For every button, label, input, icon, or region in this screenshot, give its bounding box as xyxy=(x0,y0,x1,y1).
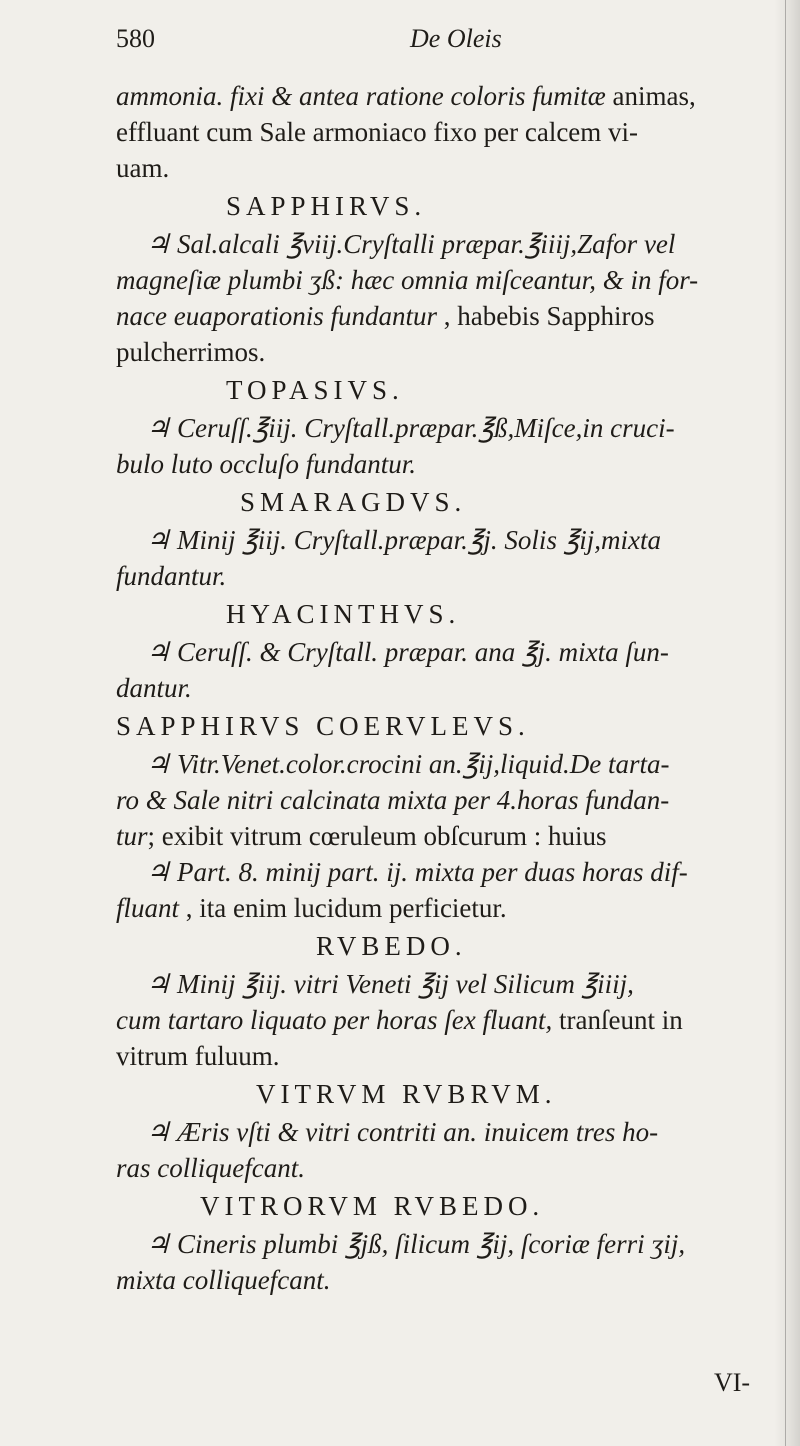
section-heading: VITRORVM RVBEDO. xyxy=(200,1191,545,1221)
section-heading: SAPPHIRVS COERVLEVS. xyxy=(116,711,530,741)
text-line: mixta colliquefcant. xyxy=(116,1265,331,1295)
text-line: ♃ Minij ℥iij. vitri Veneti ℥ij vel Silicum ℥iiij, xyxy=(146,969,634,999)
text-line: bulo luto occluſo fundantur. xyxy=(116,449,416,479)
text-line: ♃ Æris vſti & vitri contriti an. inuicem tres ho- xyxy=(146,1117,659,1147)
text-line: tur; exibit vitrum cœruleum obſcurum : huius xyxy=(116,821,607,851)
section-heading: VITRVM RVBRVM. xyxy=(256,1079,557,1109)
text-line: ♃ Ceruſſ.℥iij. Cryſtall.præpar.℥ß,Miſce,in cruci- xyxy=(146,413,675,443)
catchword: VI- xyxy=(714,1368,751,1397)
text-line: ♃ Minij ℥iij. Cryſtall.præpar.℥j. Solis ℥ij,mixta xyxy=(146,525,662,555)
text-line: dantur. xyxy=(116,673,192,703)
section-heading: HYACINTHVS. xyxy=(226,599,461,629)
page-number: 580 xyxy=(116,24,155,53)
running-title: De Oleis xyxy=(410,24,502,53)
text-line: effluant cum Sale armoniaco fixo per calcem vi- xyxy=(116,117,639,147)
text-line: uam. xyxy=(116,153,170,183)
text-line: ♃ Sal.alcali ℥viij.Cryſtalli præpar.℥iiij,Zafor vel xyxy=(146,229,676,259)
text-line: cum tartaro liquato per horas ſex fluant, tranſeunt in xyxy=(116,1005,683,1035)
section-heading: SMARAGDVS. xyxy=(240,487,467,517)
text-line: ♃ Ceruſſ. & Cryſtall. præpar. ana ℥j. mixta ſun- xyxy=(146,637,669,667)
text-line: ammonia. fixi & antea ratione coloris fumitæ animas, xyxy=(116,81,696,111)
body-text xyxy=(116,78,776,1298)
section-heading: RVBEDO. xyxy=(316,931,467,961)
section-heading: SAPPHIRVS. xyxy=(226,191,427,221)
text-line: ♃ Part. 8. minij part. ij. mixta per duas horas dif- xyxy=(146,857,688,887)
page-header xyxy=(116,24,676,68)
text-line: vitrum fuluum. xyxy=(116,1041,280,1071)
text-line: pulcherrimos. xyxy=(116,337,266,367)
text-line: ♃ Cineris plumbi ℥jß, ſilicum ℥ij, ſcoriæ ferri ʒij, xyxy=(146,1229,686,1259)
text-line: magneſiæ plumbi ʒß: hæc omnia miſceantur, & in for- xyxy=(116,265,699,295)
text-line: fundantur. xyxy=(116,561,227,591)
section-heading: TOPASIVS. xyxy=(226,375,404,405)
text-line: fluant , ita enim lucidum perficietur. xyxy=(116,893,507,923)
text-line: nace euaporationis fundantur , habebis Sapphiros xyxy=(116,301,655,331)
text-line: ras colliquefcant. xyxy=(116,1153,305,1183)
text-line: ro & Sale nitri calcinata mixta per 4.horas fundan- xyxy=(116,785,670,815)
text-line: ♃ Vitr.Venet.color.crocini an.℥ij,liquid.De tarta- xyxy=(146,749,670,779)
